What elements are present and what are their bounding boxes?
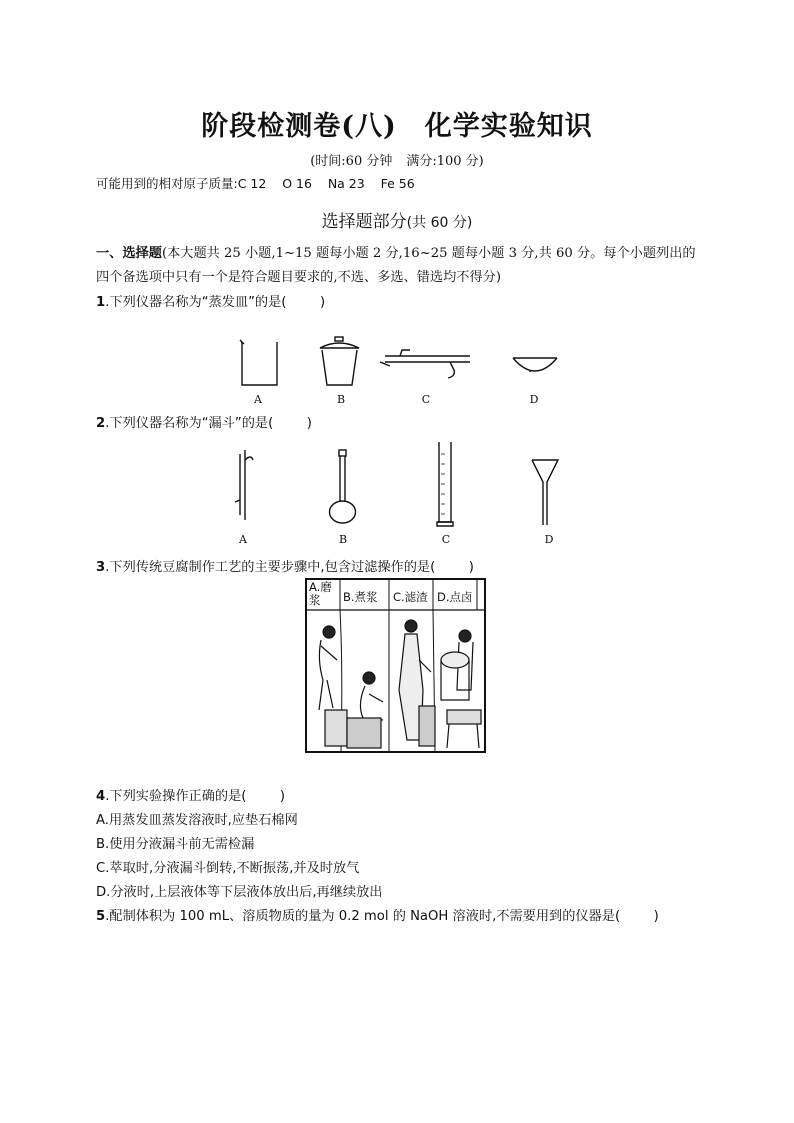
q1-label-d: D <box>529 393 539 406</box>
exam-score: 满分:100 分) <box>406 154 484 169</box>
beaker-icon <box>240 340 277 385</box>
question-text: .下列仪器名称为“蒸发皿”的是( ) <box>105 295 326 310</box>
section-score: (共 60 分) <box>406 215 473 231</box>
atomic-masses: 可能用到的相对原子质量:C 12 O 16 Na 23 Fe 56 <box>96 176 415 191</box>
title-topic: 化学实验知识 <box>424 111 593 142</box>
instructions <box>96 242 700 290</box>
exam-info <box>0 150 794 169</box>
q4-option-c: C.萃取时,分液漏斗倒转,不断振荡,并及时放气 <box>96 861 360 876</box>
question-number: 1 <box>96 295 106 310</box>
question-4 <box>96 785 285 804</box>
q4-option-b: B.使用分液漏斗前无需检漏 <box>96 837 255 852</box>
evaporating-dish-icon <box>513 358 557 372</box>
instructions-text: (本大题共 25 小题,1~15 题每小题 2 分,16~25 题每小题 3 分,共 60 分。每个小题列出的四个备选项中只有一个是符合题目要求的,不选、多选、错选均不得分) <box>96 246 696 285</box>
question-text: .配制体积为 100 mL、溶质物质的量为 0.2 mol 的 NaOH 溶液时,不需要用到的仪器是( ) <box>105 909 659 924</box>
funnel-icon <box>532 460 558 525</box>
q1-label-c: C <box>421 393 431 406</box>
woodcut-scene <box>307 580 484 751</box>
tofu-process-illustration <box>305 578 486 753</box>
exam-time: (时间:60 分钟 <box>310 154 393 169</box>
crucible-icon <box>320 337 359 385</box>
q1-apparatus-figure <box>230 332 570 394</box>
question-5 <box>96 905 659 924</box>
question-text: .下列传统豆腐制作工艺的主要步骤中,包含过滤操作的是( ) <box>105 560 474 575</box>
figure-grinding <box>319 626 347 746</box>
condenser-icon <box>380 350 470 378</box>
volumetric-flask-icon <box>330 450 356 523</box>
question-number: 5 <box>96 909 106 924</box>
vertical-condenser-icon <box>235 450 253 520</box>
q2-label-d: D <box>544 533 554 546</box>
q2-label-b: B <box>338 533 348 546</box>
page-title <box>0 104 794 143</box>
stage-b-label: B.煮浆 <box>343 590 378 604</box>
question-number: 2 <box>96 416 106 431</box>
figure-boiling <box>347 672 383 748</box>
graduated-cylinder-icon <box>437 442 453 526</box>
q1-label-a: A <box>254 393 262 406</box>
q1-label-b: B <box>336 393 346 406</box>
section-title: 选择题部分 <box>321 212 407 232</box>
question-1 <box>96 291 325 310</box>
stage-c-label: C.滤渣 <box>393 590 428 604</box>
figure-filtering <box>399 620 435 746</box>
question-number: 4 <box>96 789 106 804</box>
figure-coagulating <box>441 630 481 748</box>
q2-apparatus-figure <box>225 440 565 532</box>
section-heading <box>0 207 794 232</box>
stage-a-label: A.磨浆 <box>309 580 332 607</box>
question-text: .下列实验操作正确的是( ) <box>105 789 286 804</box>
q4-option-a: A.用蒸发皿蒸发溶液时,应垫石棉网 <box>96 813 298 828</box>
question-text: .下列仪器名称为“漏斗”的是( ) <box>105 416 312 431</box>
q2-label-a: A <box>239 533 247 546</box>
q4-option-d: D.分液时,上层液体等下层液体放出后,再继续放出 <box>96 885 383 900</box>
q2-label-c: C <box>441 533 451 546</box>
question-number: 3 <box>96 560 106 575</box>
stage-d-label: D.点卤 <box>437 590 473 604</box>
title-main: 阶段检测卷(八) <box>201 111 397 142</box>
question-3 <box>96 556 474 575</box>
instructions-heading: 一、选择题 <box>96 246 162 261</box>
question-2 <box>96 412 312 431</box>
